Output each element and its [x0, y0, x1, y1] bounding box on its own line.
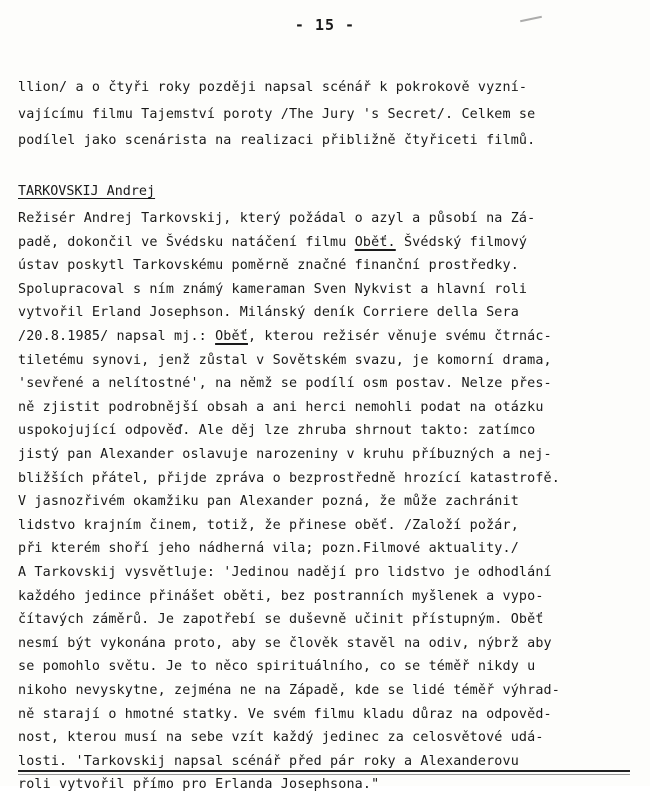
text-line — [18, 254, 519, 278]
text-segment: roli vytvořil přímo pro Erlanda Josephsona." — [18, 777, 380, 793]
text-line — [18, 490, 519, 514]
text-segment: /20.8.1985/ napsal mj.: — [18, 329, 216, 344]
text-segment: při kterém shoří jeho nádherná vila; pozn.Filmové aktuality./ — [18, 541, 519, 557]
text-segment: nikoho nevyskytne, zejména ne na Západě, kde se lidé téměř výhrad- — [18, 683, 560, 698]
text-segment: padě, dokončil ve Švédsku natáčení filmu — [18, 234, 355, 250]
text-line — [18, 207, 535, 231]
text-segment: ně zjistit podrobnější obsah a ani herci nemohli podat na otázku — [18, 399, 544, 415]
text-segment: lidstvo krajním činem, totiž, že přinese oběť. /Založí požár, — [18, 517, 519, 533]
text-line — [18, 679, 560, 703]
text-line — [18, 231, 527, 255]
bottom-rule — [18, 770, 630, 772]
text-line: llion/ a o čtyři roky později napsal scénář k pokrokově vyzní- — [18, 80, 528, 95]
page-number: - 15 - — [294, 16, 356, 34]
text-line — [18, 514, 519, 538]
section-heading: TARKOVSKIJ Andrej — [18, 184, 156, 199]
text-line — [18, 372, 552, 396]
text-segment: losti. 'Tarkovskij napsal scénář před pár roky a Alexanderovu — [18, 753, 519, 769]
text-segment: tiletému synovi, jenž zůstal v Sovětském svazu, je komorní drama, — [18, 352, 552, 368]
text-segment: jistý pan Alexander oslavuje narozeniny v kruhu příbuzných a nej- — [18, 447, 552, 462]
text-line: vajícímu filmu Tajemství poroty /The Jury 's Secret/. Celkem se — [18, 107, 536, 122]
text-segment: ně starají o hmotné statky. Ve svém filmu kladu důraz na odpověd- — [18, 706, 552, 722]
text-segment: uspokojující odpověď. Ale děj lze zhruba shrnout takto: zatímco — [18, 423, 536, 439]
text-line: podílel jako scenárista na realizaci přibližně čtyřiceti filmů. — [18, 133, 536, 148]
text-line — [18, 301, 519, 325]
text-segment: Švédský filmový — [395, 234, 528, 250]
text-line — [18, 773, 379, 797]
text-line — [18, 703, 552, 727]
text-line — [18, 561, 552, 585]
text-line — [18, 585, 544, 609]
underlined-title: Oběť — [215, 329, 248, 344]
text-segment: čítavých záměrů. Je zapotřebí se duševně učinit přístupným. Oběť — [18, 612, 544, 628]
text-segment: Spolupracoval s ním známý kameraman Sven Nykvist a hlavní roli — [18, 281, 528, 297]
text-line — [18, 608, 544, 632]
text-segment: 'sevřené a nelítostné', na němž se podílí osm postav. Nelze přes- — [18, 376, 552, 392]
text-line — [18, 349, 552, 373]
text-segment: V jasnozřivém okamžiku pan Alexander pozná, že může zachránit — [18, 494, 519, 510]
text-segment: bližších přátel, přijde zpráva o bezprostředně hrozící katastrofě. — [18, 470, 560, 486]
text-segment: ústav poskytl Tarkovskému poměrně značné finanční prostředky. — [18, 258, 519, 274]
text-line — [18, 467, 560, 491]
text-segment: Režisér Andrej Tarkovskij, který požádal o azyl a působí na Zá- — [18, 211, 536, 226]
underlined-title: Oběť. — [354, 234, 396, 250]
text-line — [18, 325, 552, 349]
text-line — [18, 537, 519, 561]
text-segment: každého jedince přinášet oběti, bez postranních myšlenek a vypo- — [18, 588, 544, 604]
text-line — [18, 655, 535, 679]
bottom-rule-secondary — [18, 774, 630, 775]
text-line — [18, 726, 544, 750]
text-segment: , kterou režisér věnuje svému čtrnác- — [247, 329, 552, 344]
text-segment: nost, kterou musí na sebe vzít každý jedinec za celosvětové udá- — [18, 730, 544, 746]
text-segment: se pomohlo světu. Je to něco spirituálního, co se téměř nikdy u — [18, 659, 536, 675]
text-segment: A Tarkovskij vysvětluje: 'Jedinou nadějí pro lidstvo je odhodlání — [18, 565, 552, 580]
text-line — [18, 443, 552, 467]
text-line — [18, 419, 535, 443]
text-line — [18, 396, 544, 420]
text-line — [18, 632, 552, 656]
text-segment: vytvořil Erland Josephson. Milánský deník Corriere della Sera — [18, 305, 519, 321]
text-line — [18, 278, 527, 302]
text-segment: nesmí být vykonána proto, aby se člověk stavěl na odiv, nýbrž aby — [18, 635, 552, 651]
